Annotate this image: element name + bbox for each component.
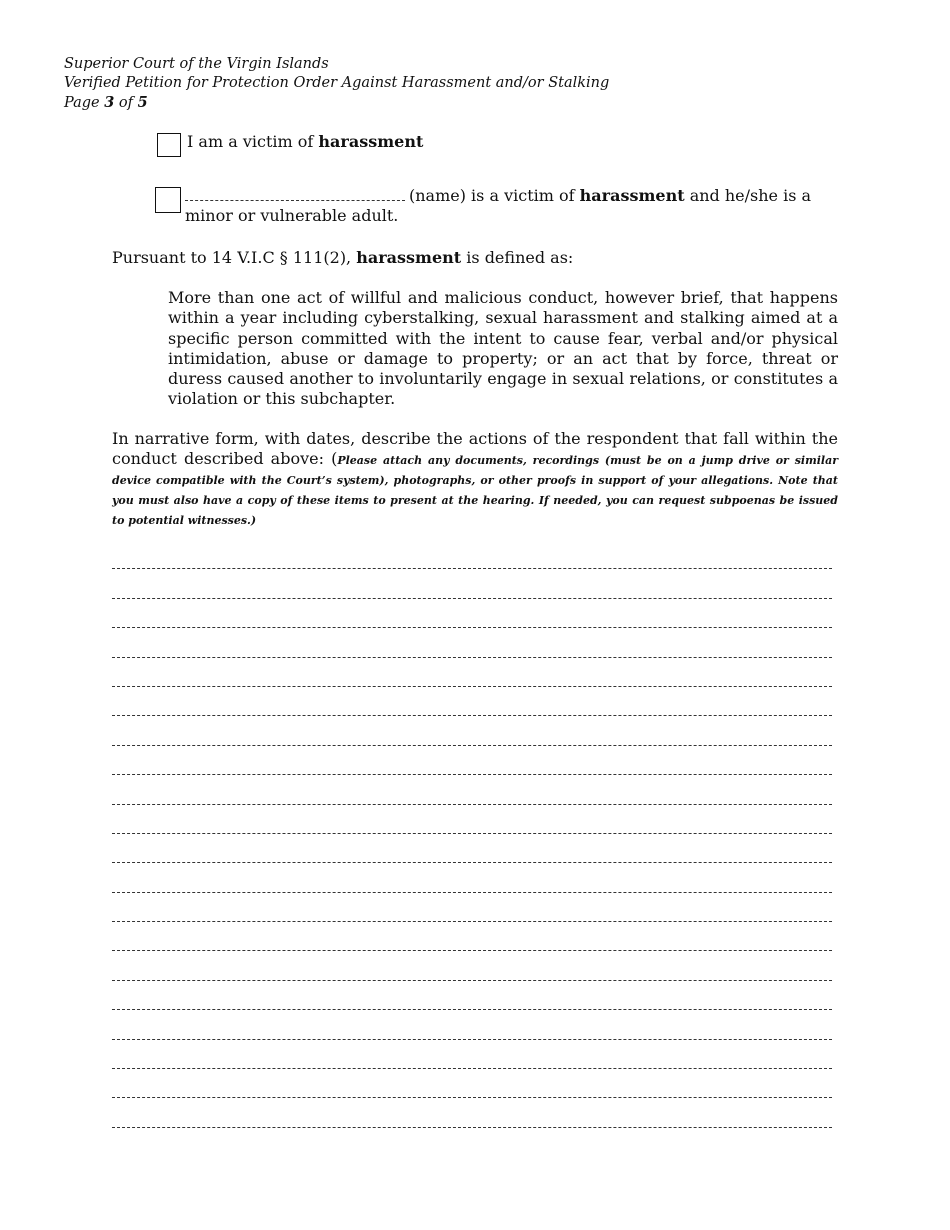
answer-line[interactable]: [112, 1098, 832, 1127]
page-indicator: [64, 93, 609, 113]
page-header: [64, 55, 609, 113]
answer-line[interactable]: [112, 893, 832, 922]
narrative-intro: In narrative form, with dates, describe the actions of the respondent that fall within the conduct described above: (: [112, 429, 838, 468]
answer-line[interactable]: [112, 834, 832, 863]
answer-line[interactable]: [112, 569, 832, 598]
answer-line[interactable]: [112, 1040, 832, 1069]
other-victim-mid: is a victim of: [465, 186, 580, 205]
answer-line[interactable]: [112, 687, 832, 716]
answer-line[interactable]: [112, 981, 832, 1010]
page-prefix: Page: [64, 95, 105, 111]
answer-line[interactable]: [112, 1069, 832, 1098]
answer-line[interactable]: [112, 746, 832, 775]
page-current: 3: [104, 94, 115, 111]
other-victim-bold: harassment: [579, 186, 685, 205]
page-total: 5: [137, 94, 148, 111]
narrative-note: Please attach any documents, recordings (must be on a jump drive or similar device compatible with the Court’s system), photographs, or other proofs in support of your allegations. Note that you must also have a copy of these items to present at the hearing. If needed, you can request subpoenas be issued to potential witnesses.): [112, 454, 839, 527]
answer-line[interactable]: [112, 540, 832, 569]
answer-line[interactable]: [112, 863, 832, 892]
answer-line[interactable]: [112, 1010, 832, 1039]
pursuant-statement: [112, 247, 573, 268]
self-victim-checkbox[interactable]: [157, 133, 181, 157]
pursuant-bold: harassment: [356, 248, 462, 267]
pursuant-suffix: is defined as:: [461, 248, 574, 267]
answer-line[interactable]: [112, 775, 832, 804]
form-title: Verified Petition for Protection Order Against Harassment and/or Stalking: [64, 75, 610, 91]
victim-name-field[interactable]: [185, 186, 405, 201]
court-name: Superior Court of the Virgin Islands: [64, 56, 329, 72]
answer-line[interactable]: [112, 922, 832, 951]
narrative-instructions: [112, 429, 838, 529]
answer-line[interactable]: [112, 805, 832, 834]
self-victim-bold: harassment: [318, 132, 424, 151]
self-victim-prefix: I am a victim of: [187, 132, 319, 151]
other-victim-label: [185, 186, 835, 226]
harassment-definition: More than one act of willful and malicious conduct, however brief, that happens within a year including cyberstalking, sexual harassment and stalking aimed at a specific person committed with the intent to cause fear, verbal and/or physical intimidation, abuse or damage to property; or an act that by force, threat or duress caused another to involuntarily engage in sexual relations, or constitutes a violation or this subchapter.: [168, 288, 838, 409]
answer-line[interactable]: [112, 628, 832, 657]
name-label: (name): [409, 186, 466, 205]
other-victim-suffix: and he/she is a minor or vulnerable adult.: [185, 186, 812, 225]
answer-line[interactable]: [112, 599, 832, 628]
other-victim-checkbox[interactable]: [155, 187, 181, 213]
narrative-answer-area[interactable]: [112, 540, 832, 1128]
page-separator: of: [114, 95, 138, 111]
answer-line[interactable]: [112, 716, 832, 745]
answer-line[interactable]: [112, 951, 832, 980]
answer-line[interactable]: [112, 658, 832, 687]
self-victim-label: [187, 131, 423, 152]
pursuant-prefix: Pursuant to 14 V.I.C § 111(2),: [112, 248, 357, 267]
